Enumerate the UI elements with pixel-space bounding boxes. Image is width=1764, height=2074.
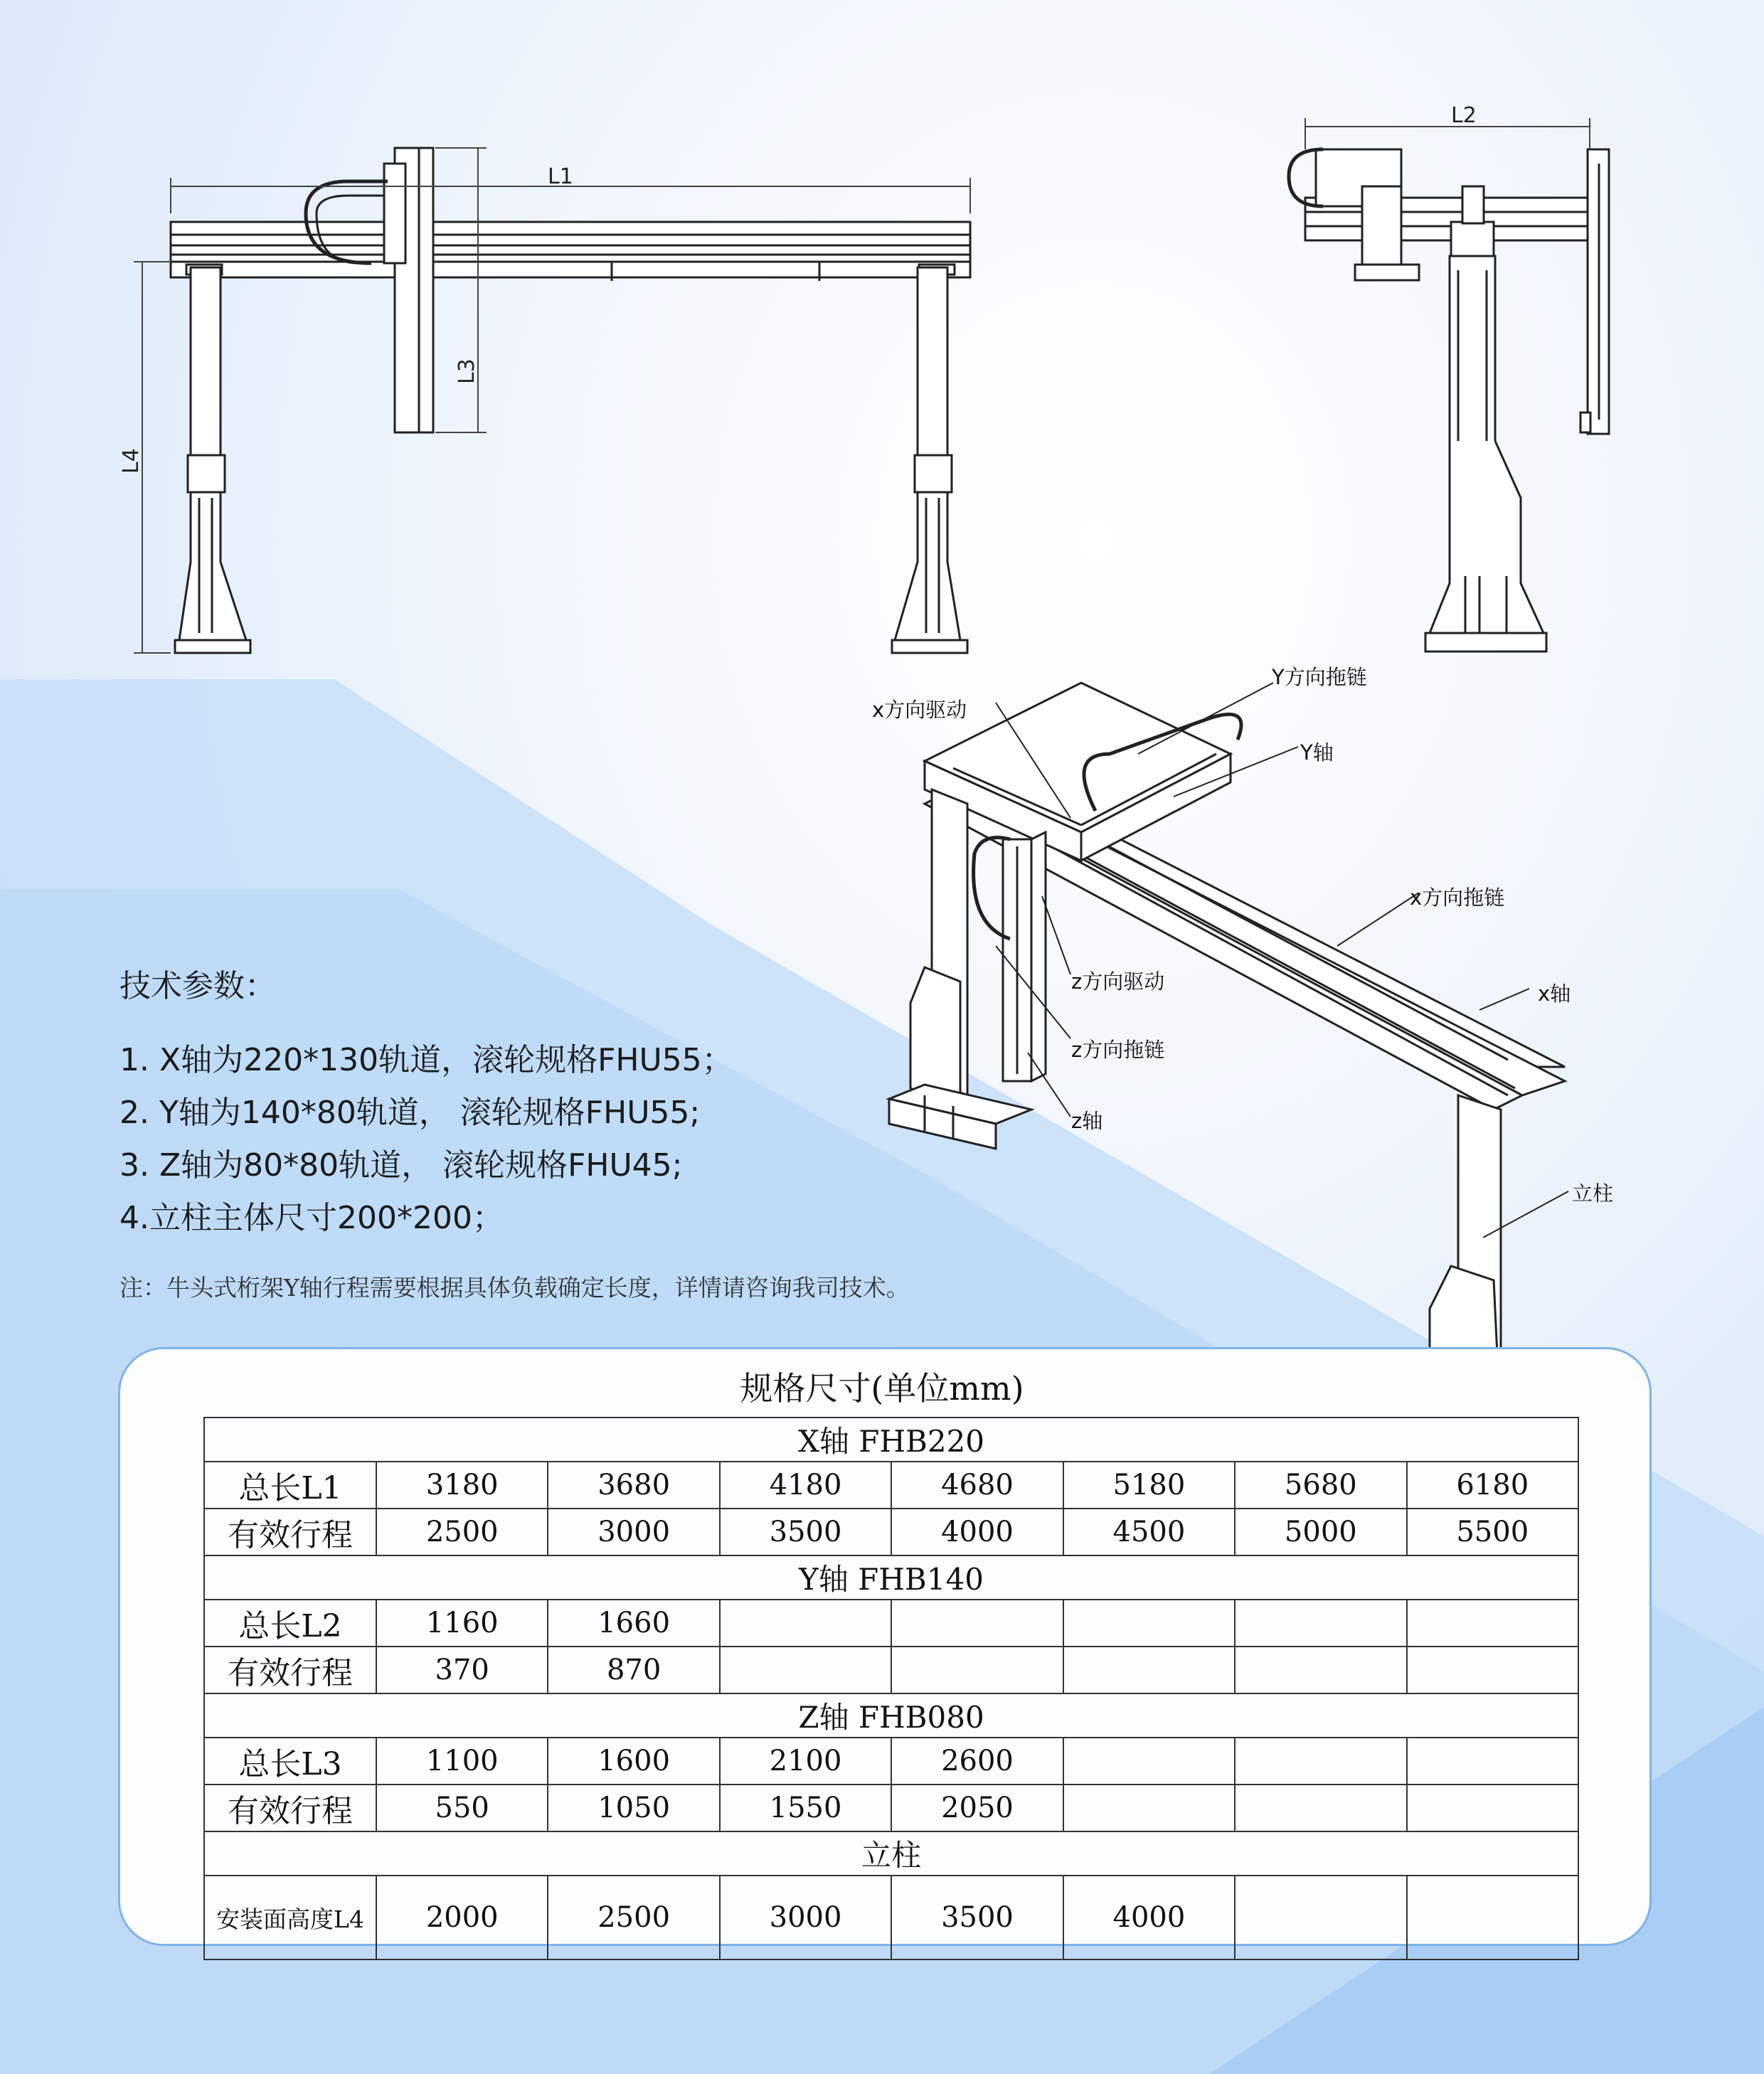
dim-label-l3: L3	[455, 358, 479, 384]
table-cell: 3180	[376, 1462, 548, 1509]
table-cell: 550	[376, 1785, 548, 1831]
table-cell	[1235, 1785, 1406, 1831]
table-cell: 5680	[1235, 1462, 1406, 1509]
table-row	[204, 1647, 1578, 1693]
table-cell: 1660	[548, 1600, 719, 1647]
table-row	[204, 1509, 1578, 1556]
dim-label-l4: L4	[119, 448, 144, 474]
table-cell: 1050	[548, 1785, 719, 1831]
row-label: 总长L1	[204, 1462, 376, 1509]
callout-z-drag-chain: z方向拖链	[1071, 1038, 1165, 1062]
table-cell: 370	[376, 1647, 548, 1693]
table-cell: 3500	[891, 1876, 1063, 1959]
table-cell: 5180	[1063, 1462, 1235, 1509]
dim-label-l1: L1	[548, 164, 573, 189]
table-cell: 6180	[1407, 1462, 1578, 1509]
table-cell: 5500	[1407, 1509, 1578, 1556]
row-label: 有效行程	[204, 1785, 376, 1831]
callout-y-drag-chain: Y方向拖链	[1272, 665, 1367, 689]
table-cell	[720, 1647, 891, 1693]
row-label: 安装面高度L4	[204, 1876, 376, 1959]
table-cell: 3680	[548, 1462, 719, 1509]
row-label: 有效行程	[204, 1647, 376, 1693]
table-cell	[1235, 1876, 1406, 1959]
front-view	[134, 148, 970, 653]
side-view	[1289, 118, 1609, 652]
table-cell: 1100	[376, 1738, 548, 1785]
callout-x-drag-chain: x方向拖链	[1410, 886, 1505, 910]
table-cell: 4180	[720, 1462, 891, 1509]
table-row	[204, 1600, 1578, 1647]
spec-table	[203, 1417, 1579, 1960]
table-cell: 1600	[548, 1738, 719, 1785]
table-cell: 1550	[720, 1785, 891, 1831]
table-cell: 4000	[1063, 1876, 1235, 1959]
table-cell	[720, 1600, 891, 1647]
callout-x-axis: x轴	[1538, 982, 1571, 1006]
table-cell: 1160	[376, 1600, 548, 1647]
table-cell	[1063, 1647, 1235, 1693]
table-cell: 870	[548, 1647, 719, 1693]
row-label: 有效行程	[204, 1509, 376, 1556]
table-cell: 2000	[376, 1876, 548, 1959]
table-cell	[1063, 1600, 1235, 1647]
table-cell	[1407, 1738, 1578, 1785]
callout-column: 立柱	[1572, 1181, 1614, 1206]
row-label: 总长L3	[204, 1738, 376, 1785]
spec-group-x: X轴 FHB220	[204, 1418, 1578, 1462]
table-row	[204, 1738, 1578, 1785]
table-cell	[891, 1600, 1063, 1647]
dim-label-l2: L2	[1451, 103, 1477, 128]
table-cell	[1407, 1876, 1578, 1959]
tech-params-title: 技术参数：	[119, 968, 276, 1004]
table-cell	[1407, 1785, 1578, 1831]
spec-group-y: Y轴 FHB140	[204, 1556, 1578, 1600]
tech-params	[119, 960, 733, 1245]
table-cell	[1235, 1647, 1406, 1693]
table-row	[204, 1785, 1578, 1831]
table-cell: 2600	[891, 1738, 1063, 1785]
tech-param-line: 1. X轴为220*130轨道，滚轮规格FHU55；	[119, 1042, 733, 1078]
tech-param-line: 4.立柱主体尺寸200*200；	[119, 1200, 504, 1236]
table-cell: 3000	[548, 1509, 719, 1556]
table-cell: 4000	[891, 1509, 1063, 1556]
row-label: 总长L2	[204, 1600, 376, 1647]
spec-title: 规格尺寸(单位mm)	[740, 1369, 1024, 1408]
callout-x-drive: x方向驱动	[872, 698, 967, 722]
table-cell: 5000	[1235, 1509, 1406, 1556]
table-cell	[1407, 1647, 1578, 1693]
table-cell	[1235, 1738, 1406, 1785]
spec-group-column: 立柱	[204, 1831, 1578, 1876]
table-cell: 2500	[548, 1876, 719, 1959]
table-cell: 2050	[891, 1785, 1063, 1831]
callout-y-axis: Y轴	[1300, 740, 1334, 765]
table-cell: 4680	[891, 1462, 1063, 1509]
table-cell	[891, 1647, 1063, 1693]
tech-param-line: 2. Y轴为140*80轨道， 滚轮规格FHU55;	[119, 1095, 701, 1131]
table-cell	[1407, 1600, 1578, 1647]
table-cell: 3500	[720, 1509, 891, 1556]
table-cell: 3000	[720, 1876, 891, 1959]
table-cell	[1235, 1600, 1406, 1647]
table-cell: 2500	[376, 1509, 548, 1556]
table-cell	[1063, 1785, 1235, 1831]
table-cell: 4500	[1063, 1509, 1235, 1556]
spec-group-z: Z轴 FHB080	[204, 1693, 1578, 1738]
tech-note: 注：牛头式桁架Y轴行程需要根据具体负载确定长度，详情请咨询我司技术。	[119, 1274, 910, 1302]
table-row	[204, 1462, 1578, 1509]
table-cell: 2100	[720, 1738, 891, 1785]
table-row	[204, 1876, 1578, 1959]
table-cell	[1063, 1738, 1235, 1785]
tech-param-line: 3. Z轴为80*80轨道， 滚轮规格FHU45;	[119, 1147, 683, 1184]
callout-z-axis: z轴	[1071, 1109, 1103, 1133]
callout-z-drive: z方向驱动	[1071, 969, 1165, 994]
